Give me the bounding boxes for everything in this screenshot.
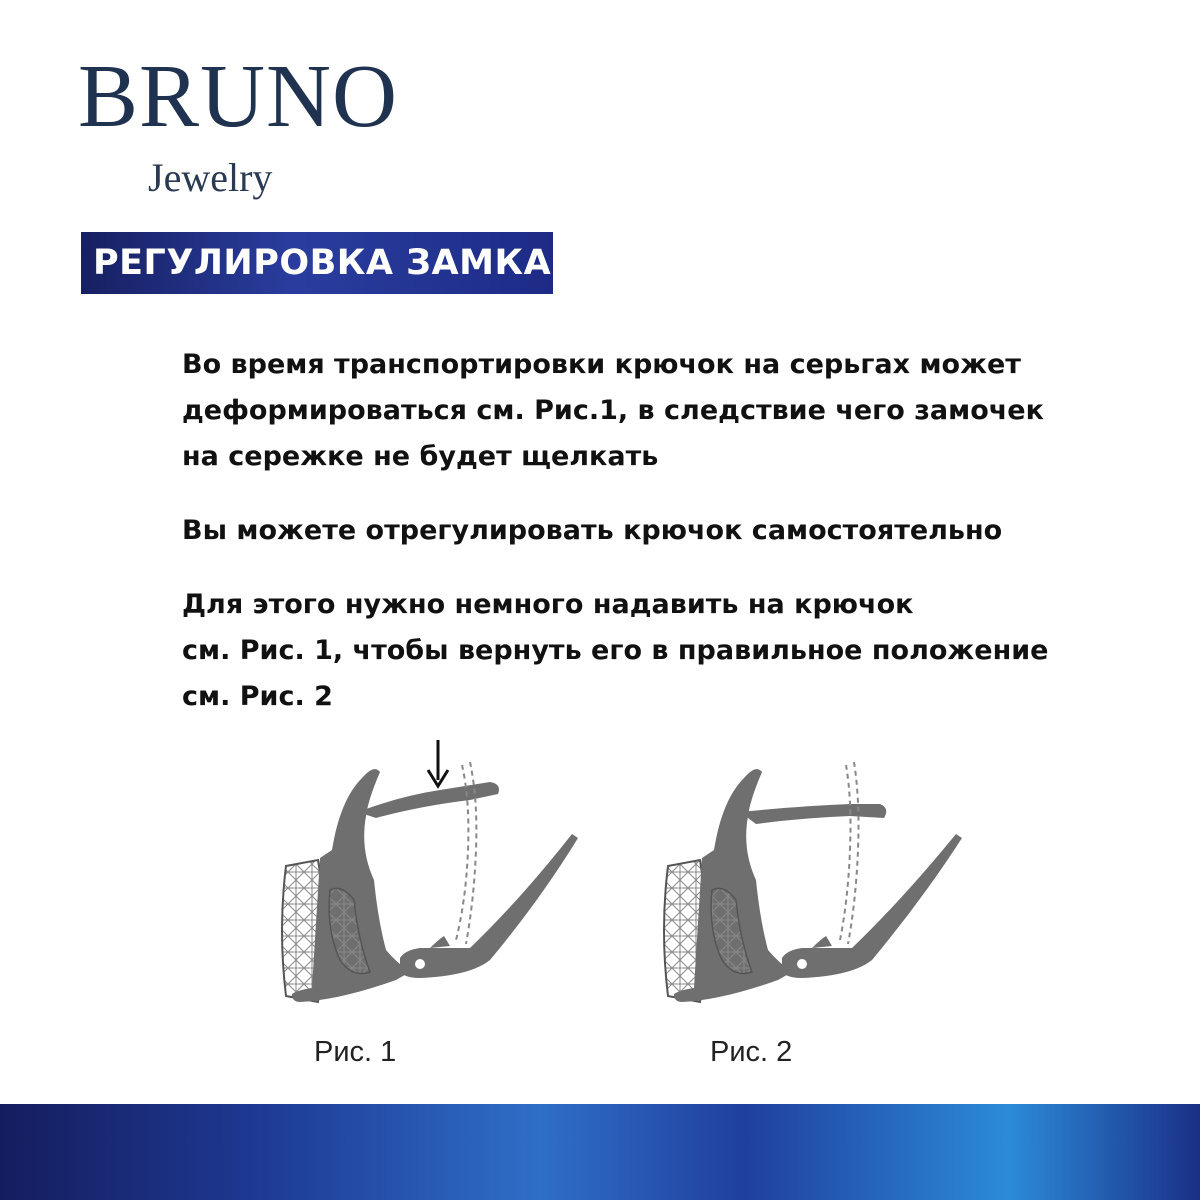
earring-hook-corrected-illustration [664, 762, 962, 1002]
paragraph-line: Для этого нужно немного надавить на крючок [182, 589, 914, 620]
paragraph-line: Во время транспортировки крючок на серьгах может [182, 349, 1021, 380]
brand-logo: BRUNO [78, 47, 399, 146]
paragraph-line: см. Рис. 1, чтобы вернуть его в правильное положение [182, 635, 1049, 666]
paragraph-line: см. Рис. 2 [182, 681, 333, 712]
paragraph-line: деформироваться см. Рис.1, в следствие чего замочек [182, 395, 1044, 426]
paragraph-1 [182, 342, 1062, 480]
paragraph-2 [182, 508, 1062, 554]
title-banner [81, 232, 553, 294]
footer-bar [0, 1104, 1200, 1200]
earring-hook-deformed-illustration [282, 740, 578, 1002]
figure-1-caption: Рис. 1 [314, 1036, 397, 1068]
figure-2-caption: Рис. 2 [710, 1036, 793, 1068]
illustrations [0, 740, 1200, 1040]
paragraph-3 [182, 582, 1062, 720]
paragraph-line: Вы можете отрегулировать крючок самостоятельно [182, 515, 1003, 546]
page-title: РЕГУЛИРОВКА ЗАМКА [93, 243, 552, 283]
brand-subtitle: Jewelry [148, 155, 273, 200]
paragraph-line: на сережке не будет щелкать [182, 441, 659, 472]
